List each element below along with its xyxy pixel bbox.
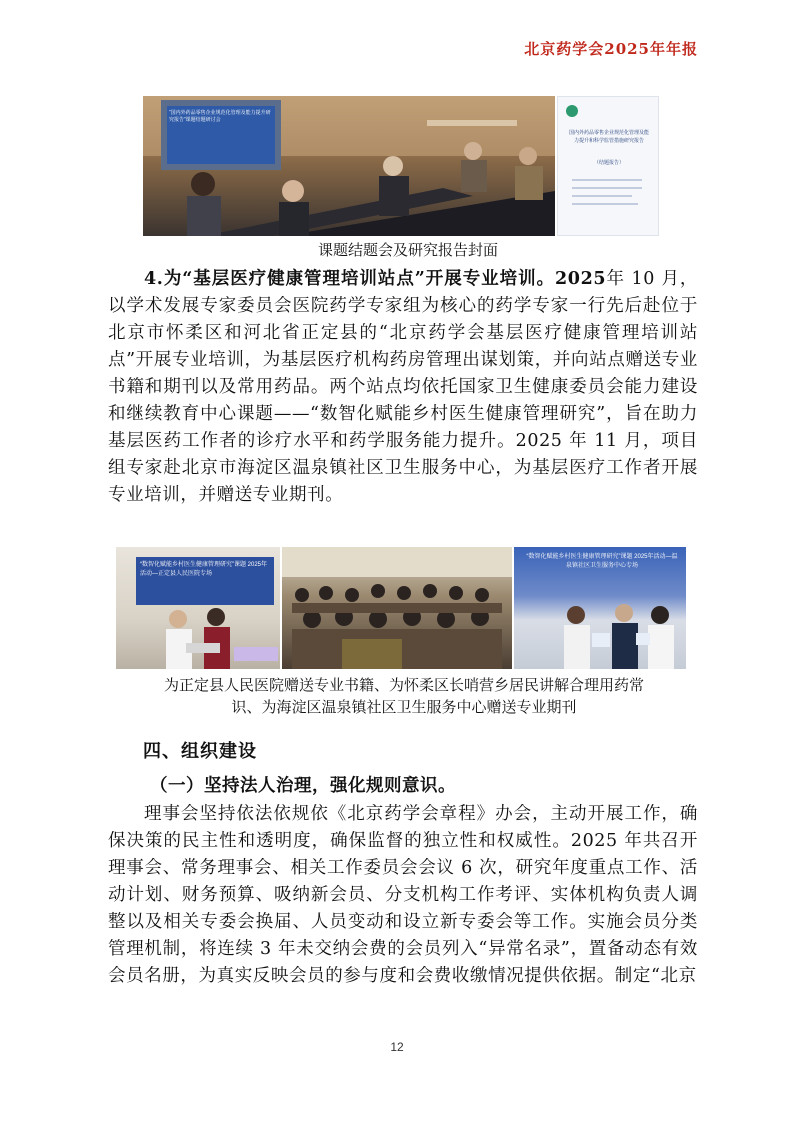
cover-rule xyxy=(572,195,632,197)
cover-logo-icon xyxy=(566,105,578,117)
cover-subtitle: （结题报告） xyxy=(593,160,624,166)
zhengding-banner-text: “数智化赋能乡村医生健康管理研究”课题 2025年活动—正定县人民医院专场 xyxy=(140,562,268,577)
figure-meeting-and-cover xyxy=(143,96,659,236)
huairou-lecture-photo xyxy=(282,547,512,669)
chapter4-body: 理事会坚持依法依规依《北京药学会章程》办会，主动开展工作，确保决策的民主性和透明度，确保监督的独立性和权威性。2025 年共召开理事会、常务理事会、相关工作委员会会议 6 次，研究年度重点工作、活动计划、财务预算、吸纳新会员、分支机构工作考评、实体机构负责人调整以及相关专委会换届、人员变动和设立新专委会等工作。实施会员分类管理机制，将连续 3 年未交纳会费的会员列入“异常名录”，置备动态有效会员名册，为真实反映会员的参与度和会费收缴情况提供依据。制定“北京 xyxy=(108,804,698,986)
figure2-caption-line1: 为正定县人民医院赠送专业书籍、为怀柔区长哨营乡居民讲解合理用药常 xyxy=(163,676,644,694)
figure-training-photos xyxy=(116,547,686,669)
report-cover-image xyxy=(557,96,659,236)
chapter4-paragraph xyxy=(108,801,698,990)
figure1-caption: 课题结题会及研究报告封面 xyxy=(317,241,498,259)
wenquan-center-photo xyxy=(514,547,686,669)
cover-rule xyxy=(572,187,642,189)
figure2-caption xyxy=(102,674,706,718)
meeting-slide-text: “国内外药品零售企业规范化管理及能力提升研究报告”课题结题研讨会 xyxy=(169,110,271,123)
figure2-caption-line2: 识、为海淀区温泉镇社区卫生服务中心赠送专业期刊 xyxy=(231,698,577,716)
chapter4-heading: 四、组织建设 xyxy=(143,741,257,762)
cover-rule xyxy=(572,179,642,181)
zhengding-hospital-photo xyxy=(116,547,280,669)
chapter4-subheading: （一）坚持法人治理，强化规则意识。 xyxy=(150,776,456,796)
section4-year: 2025 xyxy=(555,269,607,289)
wenquan-banner-text: “数智化赋能乡村医生健康管理研究”课题 2025年活动—温泉镇社区卫生服务中心专场 xyxy=(526,554,678,569)
section4-body: 年 10 月，以学术发展专家委员会医院药学专家组为核心的药学专家一行先后赴位于北京市怀柔区和河北省正定县的“北京药学会基层医疗健康管理培训站点”开展专业培训，为基层医疗机构药房管理出谋划策，并向站点赠送专业书籍和期刊以及常用药品。两个站点均依托国家卫生健康委员会能力建设和继续教育中心课题——“数智化赋能乡村医生健康管理研究”，旨在助力基层医药工作者的诊疗水平和药学服务能力提升。2025 年 11 月，项目组专家赴北京市海淀区温泉镇社区卫生服务中心，为基层医疗工作者开展专业培训，并赠送专业期刊。 xyxy=(108,269,699,505)
report-header-title: 北京药学会2025年年报 xyxy=(524,40,698,58)
section4-heading: 4.为“基层医疗健康管理培训站点”开展专业培训。 xyxy=(144,269,556,289)
cover-title: 国内外药品零售企业规范化管理及能力提升和科学监管措施研究报告 xyxy=(568,130,649,144)
page-number: 12 xyxy=(390,1040,404,1054)
meeting-photo xyxy=(143,96,555,236)
audience-scene-illustration xyxy=(282,547,512,669)
section4-paragraph xyxy=(108,266,698,509)
cover-rule xyxy=(572,203,638,205)
